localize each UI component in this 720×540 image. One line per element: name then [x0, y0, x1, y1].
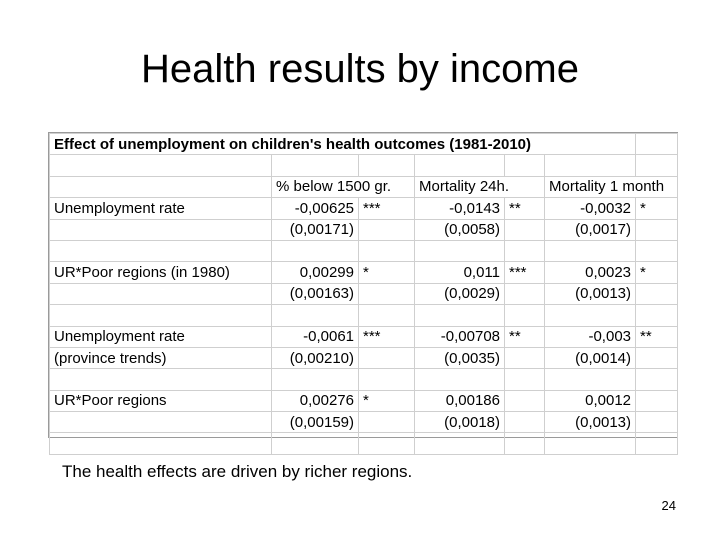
- significance-cell: [359, 219, 415, 240]
- significance-cell: [505, 219, 545, 240]
- coefficient-cell: (0,00163): [272, 283, 359, 304]
- coefficient-cell: -0,00625: [272, 198, 359, 219]
- significance-cell: *: [636, 262, 678, 283]
- significance-cell: [505, 412, 545, 433]
- row-label: [50, 219, 272, 240]
- coefficient-cell: [545, 240, 636, 261]
- significance-cell: *: [636, 198, 678, 219]
- significance-cell: **: [505, 326, 545, 347]
- significance-cell: [636, 347, 678, 368]
- coefficient-cell: (0,0018): [415, 412, 505, 433]
- row-label: UR*Poor regions (in 1980): [50, 262, 272, 283]
- coefficient-cell: [272, 240, 359, 261]
- table-row: [50, 347, 678, 368]
- significance-cell: ***: [359, 198, 415, 219]
- coefficient-cell: -0,003: [545, 326, 636, 347]
- coefficient-cell: (0,00159): [272, 412, 359, 433]
- table-row: [50, 198, 678, 219]
- coefficient-cell: (0,0029): [415, 283, 505, 304]
- significance-cell: [636, 390, 678, 411]
- coefficient-cell: [545, 433, 636, 454]
- table-row: [50, 305, 678, 326]
- significance-cell: [359, 283, 415, 304]
- coefficient-cell: [415, 305, 505, 326]
- table-row: [50, 240, 678, 261]
- coefficient-cell: (0,00171): [272, 219, 359, 240]
- significance-cell: [359, 305, 415, 326]
- significance-cell: [636, 412, 678, 433]
- significance-cell: [636, 283, 678, 304]
- table-row: [50, 412, 678, 433]
- significance-cell: [359, 433, 415, 454]
- slide-title: Health results by income: [141, 47, 579, 91]
- coefficient-cell: (0,00210): [272, 347, 359, 368]
- significance-cell: [505, 369, 545, 390]
- coefficient-cell: [415, 433, 505, 454]
- significance-cell: **: [636, 326, 678, 347]
- significance-cell: [359, 347, 415, 368]
- page-number: 24: [661, 498, 676, 513]
- caption-row: [50, 134, 678, 155]
- row-label: Unemployment rate: [50, 198, 272, 219]
- row-label: [50, 305, 272, 326]
- significance-cell: [505, 433, 545, 454]
- coefficient-cell: [272, 369, 359, 390]
- coefficient-cell: 0,0012: [545, 390, 636, 411]
- results-table-frame: [48, 132, 678, 438]
- table-row: [50, 433, 678, 454]
- coefficient-cell: 0,00299: [272, 262, 359, 283]
- row-label: [50, 369, 272, 390]
- header-mortality-1-month: Mortality 1 month: [545, 176, 678, 197]
- coefficient-cell: [272, 305, 359, 326]
- coefficient-cell: 0,00276: [272, 390, 359, 411]
- coefficient-cell: (0,0013): [545, 283, 636, 304]
- significance-cell: [636, 219, 678, 240]
- coefficient-cell: -0,0143: [415, 198, 505, 219]
- significance-cell: [505, 305, 545, 326]
- significance-cell: **: [505, 198, 545, 219]
- slide-note: The health effects are driven by richer regions.: [62, 462, 413, 481]
- row-label: [50, 433, 272, 454]
- significance-cell: [505, 240, 545, 261]
- coefficient-cell: -0,00708: [415, 326, 505, 347]
- coefficient-cell: (0,0017): [545, 219, 636, 240]
- header-label-empty: [50, 176, 272, 197]
- table-caption: Effect of unemployment on children's health outcomes (1981-2010): [50, 134, 636, 155]
- row-label: [50, 283, 272, 304]
- row-label: Unemployment rate: [50, 326, 272, 347]
- significance-cell: [636, 433, 678, 454]
- coefficient-cell: [272, 433, 359, 454]
- coefficient-cell: (0,0035): [415, 347, 505, 368]
- table-row: [50, 369, 678, 390]
- header-mortality-24h: Mortality 24h.: [415, 176, 545, 197]
- coefficient-cell: -0,0061: [272, 326, 359, 347]
- significance-cell: *: [359, 262, 415, 283]
- significance-cell: ***: [359, 326, 415, 347]
- results-table: [49, 133, 678, 455]
- header-low-birthweight: % below 1500 gr.: [272, 176, 415, 197]
- coefficient-cell: (0,0013): [545, 412, 636, 433]
- significance-cell: [505, 390, 545, 411]
- significance-cell: [505, 283, 545, 304]
- table-row: [50, 283, 678, 304]
- coefficient-cell: [415, 369, 505, 390]
- significance-cell: [636, 305, 678, 326]
- table-cell-empty: [636, 134, 678, 155]
- row-label: UR*Poor regions: [50, 390, 272, 411]
- coefficient-cell: 0,011: [415, 262, 505, 283]
- table-row: [50, 326, 678, 347]
- row-label: (province trends): [50, 347, 272, 368]
- significance-cell: [359, 412, 415, 433]
- significance-cell: [636, 369, 678, 390]
- significance-cell: [636, 240, 678, 261]
- coefficient-cell: (0,0058): [415, 219, 505, 240]
- significance-cell: [359, 240, 415, 261]
- coefficient-cell: [545, 305, 636, 326]
- coefficient-cell: 0,0023: [545, 262, 636, 283]
- significance-cell: [505, 347, 545, 368]
- coefficient-cell: -0,0032: [545, 198, 636, 219]
- significance-cell: *: [359, 390, 415, 411]
- header-row: [50, 176, 678, 197]
- coefficient-cell: 0,00186: [415, 390, 505, 411]
- coefficient-cell: (0,0014): [545, 347, 636, 368]
- row-label: [50, 240, 272, 261]
- significance-cell: ***: [505, 262, 545, 283]
- table-row: [50, 262, 678, 283]
- coefficient-cell: [415, 240, 505, 261]
- table-row: [50, 390, 678, 411]
- coefficient-cell: [545, 369, 636, 390]
- table-row: [50, 219, 678, 240]
- significance-cell: [359, 369, 415, 390]
- row-label: [50, 412, 272, 433]
- spacer-row: [50, 155, 678, 176]
